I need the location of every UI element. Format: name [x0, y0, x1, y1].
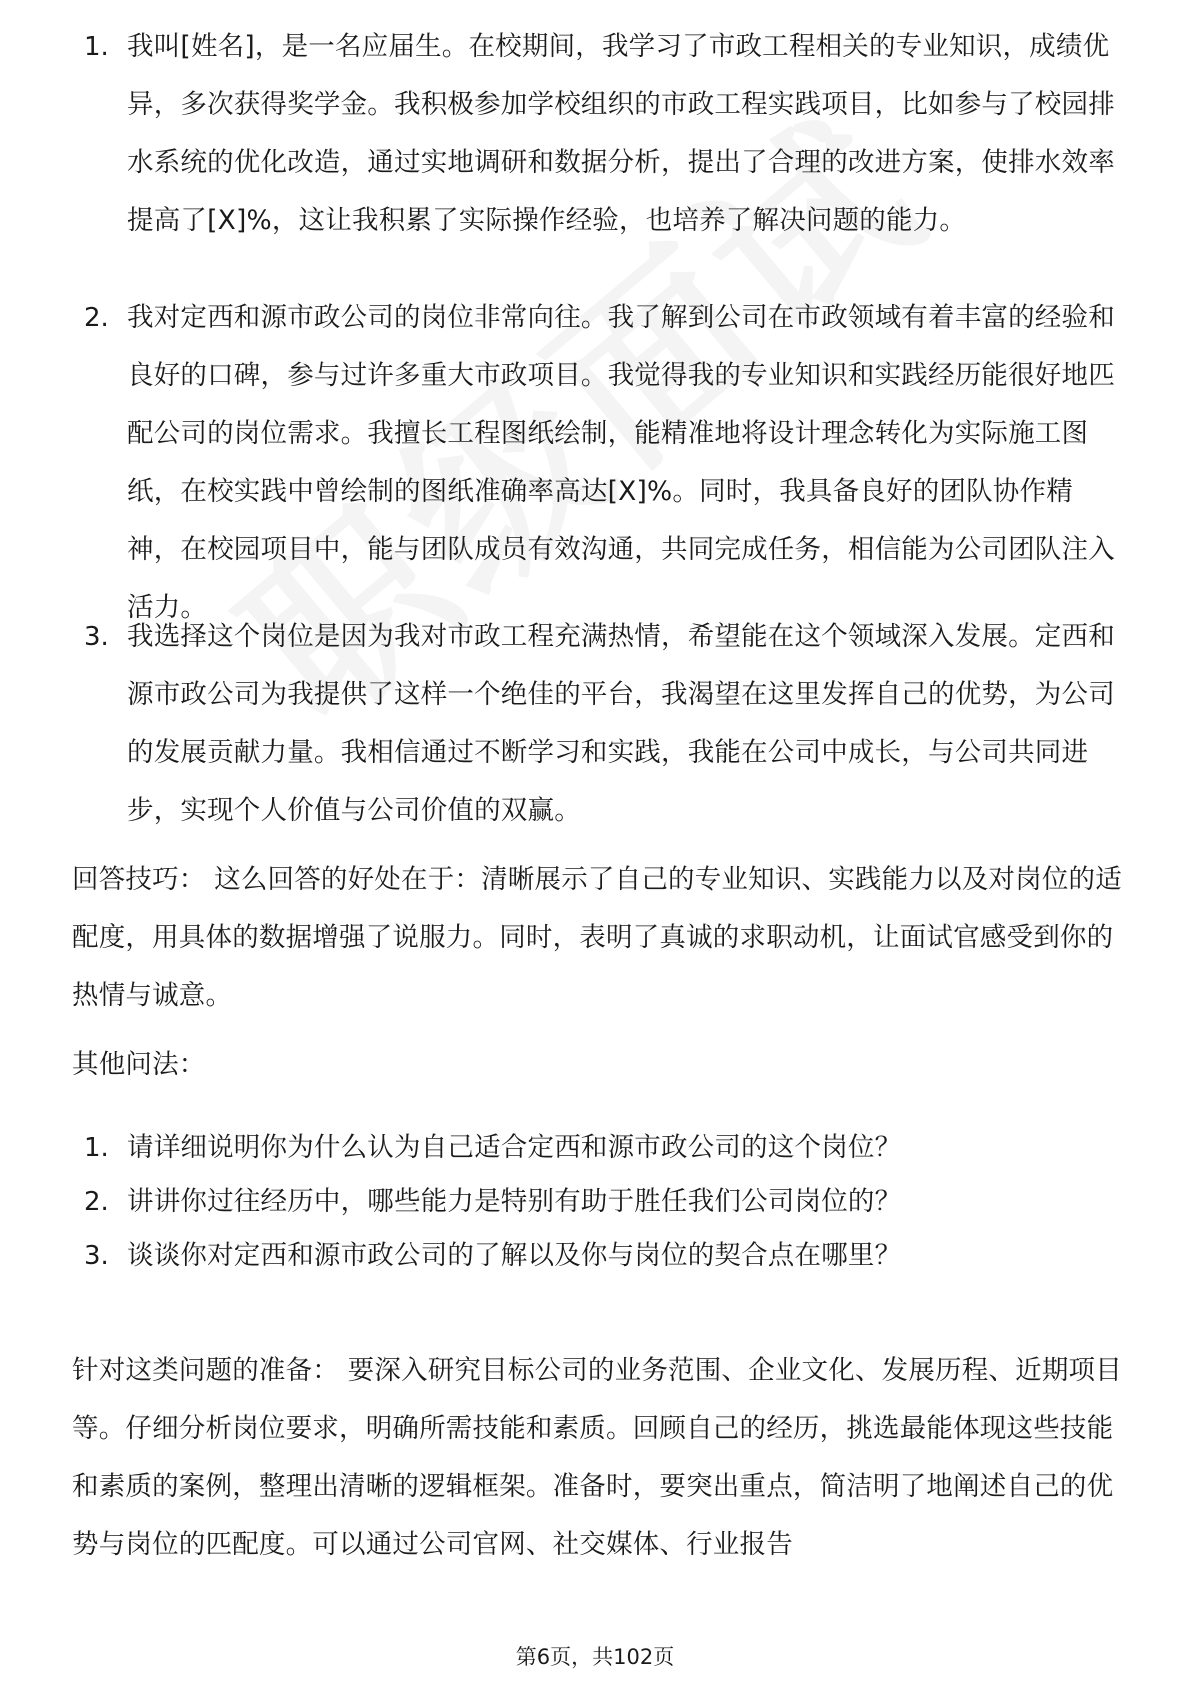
other-question-3 — [84, 1232, 1124, 1280]
list-number: 1. — [84, 32, 109, 62]
list-number: 2. — [84, 303, 109, 333]
page-number-footer: 第6页，共102页 — [515, 1645, 675, 1669]
answer-item-1 — [84, 18, 1124, 250]
answer-item-text: 我对定西和源市政公司的岗位非常向往。我了解到公司在市政领域有着丰富的经验和良好的口碑，参与过许多重大市政项目。我觉得我的专业知识和实践经历能很好地匹配公司的岗位需求。我擅长工程图纸绘制，能精准地将设计理念转化为实际施工图纸，在校实践中曾绘制的图纸准确率高达[X]%。同时，我具备良好的团队协作精神，在校园项目中，能与团队成员有效沟通，共同完成任务，相信能为公司团队注入活力。 — [127, 302, 1115, 623]
other-questions-heading: 其他问法： — [72, 1049, 206, 1080]
list-number: 2. — [84, 1187, 109, 1217]
answer-item-3 — [84, 608, 1124, 840]
other-question-text: 讲讲你过往经历中，哪些能力是特别有助于胜任我们公司岗位的？ — [127, 1186, 902, 1217]
answer-item-text: 我叫[姓名]，是一名应届生。在校期间，我学习了市政工程相关的专业知识，成绩优异，多次获得奖学金。我积极参加学校组织的市政工程实践项目，比如参与了校园排水系统的优化改造，通过实地调研和数据分析，提出了合理的改进方案，使排水效率提高了[X]%，这让我积累了实际操作经验，也培养了解决问题的能力。 — [127, 31, 1115, 236]
other-question-1 — [84, 1124, 1124, 1172]
other-question-text: 谈谈你对定西和源市政公司的了解以及你与岗位的契合点在哪里？ — [127, 1240, 902, 1271]
answer-tips: 回答技巧： 这么回答的好处在于：清晰展示了自己的专业知识、实践能力以及对岗位的适配度，用具体的数据增强了说服力。同时，表明了真诚的求职动机，让面试官感受到你的热情与诚意。 — [72, 864, 1122, 1011]
list-number: 1. — [84, 1133, 109, 1163]
list-number: 3. — [84, 622, 109, 652]
answer-item-text: 我选择这个岗位是因为我对市政工程充满热情，希望能在这个领域深入发展。定西和源市政公司为我提供了这样一个绝佳的平台，我渴望在这里发挥自己的优势，为公司的发展贡献力量。我相信通过不断学习和实践，我能在公司中成长，与公司共同进步，实现个人价值与公司价值的双赢。 — [127, 621, 1115, 826]
other-question-text: 请详细说明你为什么认为自己适合定西和源市政公司的这个岗位？ — [127, 1132, 902, 1163]
other-question-2 — [84, 1178, 1124, 1226]
preparation-paragraph: 针对这类问题的准备： 要深入研究目标公司的业务范围、企业文化、发展历程、近期项目等。仔细分析岗位要求，明确所需技能和素质。回顾自己的经历，挑选最能体现这些技能和素质的案例，整理出清晰的逻辑框架。准备时，要突出重点，简洁明了地阐述自己的优势与岗位的匹配度。可以通过公司官网、社交媒体、行业报告 — [72, 1355, 1122, 1560]
answer-item-2 — [84, 289, 1124, 637]
list-number: 3. — [84, 1241, 109, 1271]
